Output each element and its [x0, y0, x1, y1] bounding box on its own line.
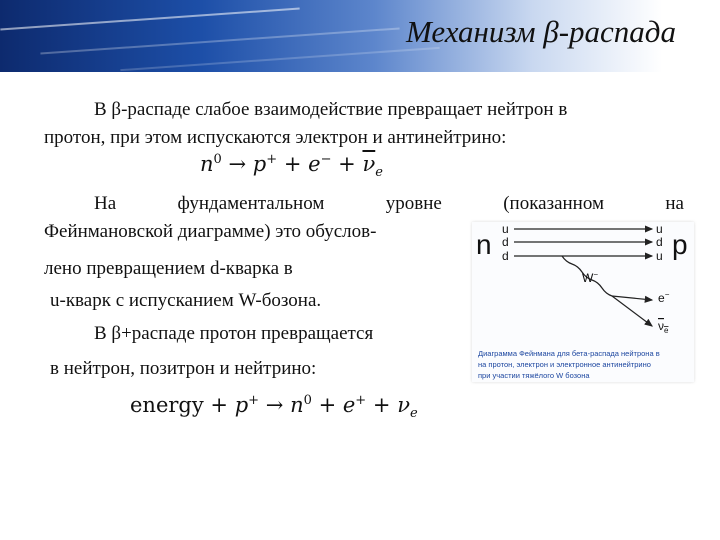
formula-plus: +	[318, 393, 337, 417]
word: фундаментальном	[177, 193, 325, 214]
paragraph2-line3: лено превращением d-кварка в	[44, 258, 293, 279]
formula-neutron: n	[200, 152, 214, 176]
beta-plus-formula	[130, 393, 418, 421]
paragraph2-line2: Фейнмановской диаграмме) это обуслов-	[44, 221, 377, 242]
formula-neutron-charge: 0	[303, 393, 312, 408]
w-boson-label: W−	[582, 270, 598, 285]
formula-neutron: n	[290, 393, 304, 417]
paragraph3-line1: В β+распаде протон превращается	[94, 323, 374, 344]
formula-neutrino-flavor: e	[409, 406, 418, 422]
banner-streak	[120, 47, 439, 71]
diagram-quark-out: u	[656, 222, 663, 236]
beta-minus-formula	[200, 152, 383, 180]
banner-streak	[0, 8, 299, 31]
diagram-quark-out: u	[656, 249, 663, 263]
caption-line: на протон, электрон и электронное антинейтрино	[478, 360, 651, 369]
formula-arrow: →	[265, 393, 284, 417]
diagram-quark-in: d	[502, 235, 509, 249]
caption-line: при участии тяжёлого W бозона	[478, 371, 590, 380]
diagram-quark-in: d	[502, 249, 509, 263]
paragraph1-line2: протон, при этом испускаются электрон и антинейтрино:	[44, 127, 507, 148]
word: На	[94, 193, 117, 214]
formula-electron: e	[308, 152, 321, 176]
formula-plus: +	[283, 152, 302, 176]
formula-positron: e	[342, 393, 356, 417]
slide-title: Механизм β-распада	[405, 14, 676, 49]
formula-arrow: →	[228, 152, 247, 176]
formula-proton: p	[252, 152, 267, 176]
formula-neutron-charge: 0	[213, 152, 222, 167]
formula-plus: +	[372, 393, 391, 417]
paragraph1-line1: В β-распаде слабое взаимодействие превращает нейтрон в	[94, 99, 568, 120]
formula-proton: p	[234, 393, 249, 417]
paragraph3-line2: в нейтрон, позитрон и нейтрино:	[50, 358, 317, 379]
diagram-proton-label: p	[672, 229, 688, 260]
formula-antineutrino: $\overline{\nu}$	[362, 152, 376, 176]
formula-neutrino: ν	[397, 393, 410, 417]
paragraph2-line4: u-кварк с испусканием W-бозона.	[50, 290, 322, 311]
paragraph2-line1	[44, 190, 684, 218]
formula-positron-charge: +	[355, 393, 367, 408]
diagram-caption	[478, 348, 692, 381]
formula-proton-charge: +	[248, 393, 260, 408]
antineutrino-label: $\nu_e$	[658, 319, 669, 335]
electron-label: e−	[658, 290, 670, 305]
banner-streak	[40, 27, 399, 54]
word: уровне	[385, 193, 442, 214]
diagram-neutron-label: n	[476, 229, 492, 260]
diagram-quark-out: d	[656, 235, 663, 249]
formula-proton-charge: +	[266, 152, 278, 167]
word: на	[665, 193, 684, 214]
formula-antineutrino-flavor: e	[375, 165, 383, 181]
formula-plus: +	[210, 393, 229, 417]
caption-line: Диаграмма Фейнмана для бета-распада нейтрона в	[478, 349, 660, 358]
formula-electron-charge: −	[320, 152, 332, 167]
formula-energy: energy	[130, 393, 204, 417]
electron-line	[612, 296, 652, 300]
word: (показанном	[503, 193, 605, 214]
antineutrino-line	[612, 296, 652, 326]
diagram-quark-in: u	[502, 222, 509, 236]
formula-plus: +	[338, 152, 356, 176]
